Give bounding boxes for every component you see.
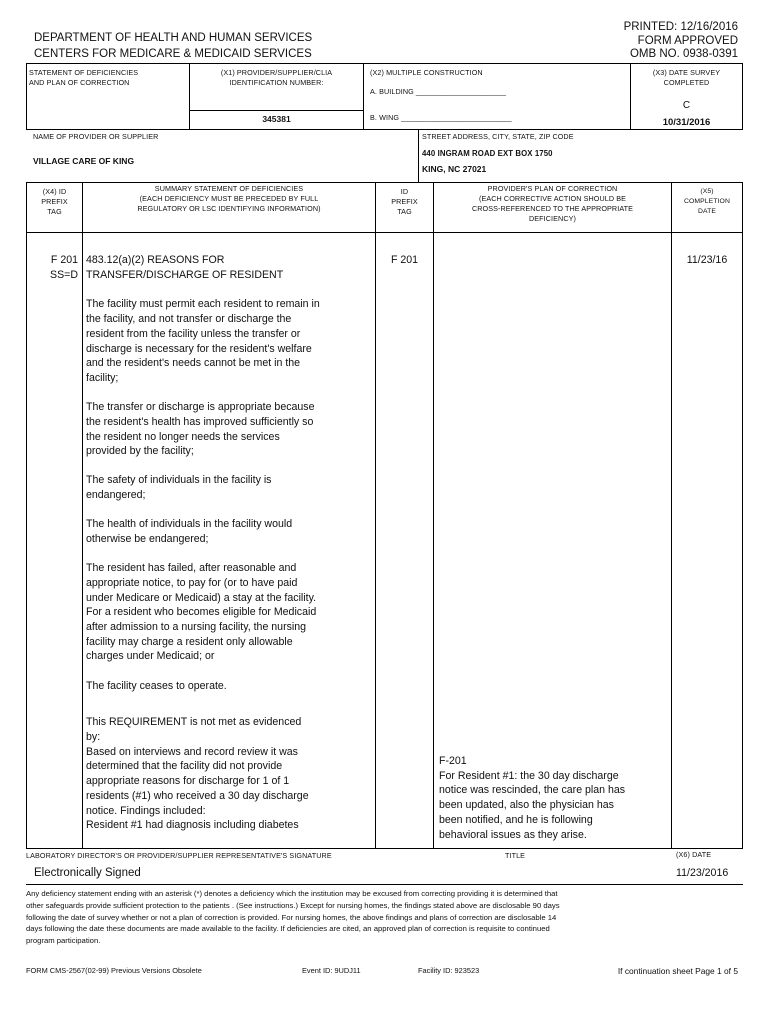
- agency-header: [34, 31, 312, 61]
- address-street: 440 INGRAM ROAD EXT BOX 1750: [422, 149, 553, 158]
- wing-field: B. WING ___________________________: [370, 113, 512, 122]
- deficiency-summary: [86, 253, 373, 833]
- col-x4-header: (X4) ID PREFIX TAG: [41, 187, 68, 216]
- disclosure-footnote: Any deficiency statement ending with an asterisk (*) denotes a deficiency which the institution may be excused from correcting providing it is determined that other safeguards provide sufficient protection to the patients . (See instructions.) Except for nursing homes, the findings stated above are disclosable 90 days following the date of survey whether or not a plan of correction is provided. For nursing homes, the above findings and plans of correction are disclosable 14 days following the date these documents are made available to the facility. If deficiencies are cited, an approved plan of correction is requisite to continued program participation.: [26, 889, 560, 946]
- provider-name: VILLAGE CARE OF KING: [33, 156, 135, 166]
- plan-of-correction: F-201 For Resident #1: the 30 day discharge notice was rescinded, the care plan has been updated, also the physician has been notified, and he is following behavioral issues as they arise.: [439, 755, 626, 841]
- provider-name-label: NAME OF PROVIDER OR SUPPLIER: [33, 132, 159, 141]
- deficiency-tag-column: [28, 253, 78, 282]
- col-summary-header: SUMMARY STATEMENT OF DEFICIENCIES (EACH DEFICIENCY MUST BE PRECEDED BY FULL REGULATORY OR LSC IDENTIFYING INFORMATION): [137, 184, 321, 213]
- form-approved-label: FORM APPROVED: [637, 34, 738, 47]
- paragraph-findings: This REQUIREMENT is not met as evidenced by: Based on interviews and record review it was determined that the facility did not provide appropriate reasons for discharge for 1 of 1 residents (#1) who received a 30 day discharge notice. Findings included: Resident #1 had diagnosis including diabetes: [86, 716, 309, 832]
- col-id-header: ID PREFIX TAG: [391, 187, 418, 216]
- x2-label: (X2) MULTIPLE CONSTRUCTION: [370, 68, 483, 77]
- paragraph-3: The safety of individuals in the facility is endangered;: [86, 474, 272, 502]
- col-x5-header: (X5) COMPLETION DATE: [684, 188, 730, 215]
- regulation-title: 483.12(a)(2) REASONS FOR TRANSFER/DISCHARGE OF RESIDENT: [86, 254, 284, 281]
- paragraph-2: The transfer or discharge is appropriate because the resident's health has improved sufficiently so the resident no longer needs the services provided by the facility;: [86, 401, 315, 458]
- provider-number: 345381: [262, 114, 291, 124]
- deficiency-tag: F 201: [50, 254, 78, 266]
- signature-label: LABORATORY DIRECTOR'S OR PROVIDER/SUPPLIER REPRESENTATIVE'S SIGNATURE: [26, 851, 332, 860]
- department-name: DEPARTMENT OF HEALTH AND HUMAN SERVICES: [34, 32, 313, 44]
- x1-label: (X1) PROVIDER/SUPPLIER/CLIA IDENTIFICATION NUMBER:: [220, 68, 333, 87]
- title-label: TITLE: [505, 851, 526, 860]
- col-plan-header: PROVIDER'S PLAN OF CORRECTION (EACH CORRECTIVE ACTION SHOULD BE CROSS-REFERENCED TO THE APPROPRIATE DEFICIENCY): [471, 184, 634, 223]
- form-approval-block: [624, 21, 738, 62]
- x3-label: (X3) DATE SURVEY COMPLETED: [652, 68, 721, 87]
- statement-label: STATEMENT OF DEFICIENCIES AND PLAN OF CORRECTION: [29, 68, 139, 87]
- agency-name: CENTERS FOR MEDICARE & MEDICAID SERVICES: [34, 48, 312, 60]
- page-indicator: If continuation sheet Page 1 of 5: [617, 966, 738, 976]
- completion-date: 11/23/16: [686, 254, 728, 266]
- signature-date-label: (X6) DATE: [676, 850, 712, 859]
- paragraph-6: The facility ceases to operate.: [86, 679, 227, 692]
- signature-date: 11/23/2016: [676, 867, 729, 879]
- id-prefix-tag: F 201: [390, 254, 419, 266]
- building-field: A. BUILDING ______________________: [370, 87, 507, 96]
- paragraph-1: The facility must permit each resident to remain in the facility, and not transfer or discharge the resident from the facility unless the transfer or discharge is necessary for the resident's welfare and the resident's needs cannot be met in the facility;: [86, 298, 320, 384]
- survey-code: C: [682, 100, 691, 111]
- printed-date: PRINTED: 12/16/2016: [623, 21, 738, 33]
- signature-value: Electronically Signed: [34, 867, 141, 879]
- paragraph-4: The health of individuals in the facility would otherwise be endangered;: [86, 518, 293, 546]
- paragraph-5: The resident has failed, after reasonable and appropriate notice, to pay for (or to have paid under Medicare or Medicaid) a stay at the facility. For a resident who becomes eligible for Medicaid after admission to a nursing facility, the nursing facility may charge a resident only allowable charges under Medicaid; or: [86, 562, 317, 663]
- address-city: KING, NC 27021: [422, 164, 487, 174]
- survey-completed-date: 10/31/2016: [662, 117, 711, 128]
- facility-id: Facility ID: 923523: [418, 966, 480, 975]
- severity-code: SS=D: [50, 268, 78, 281]
- address-label: STREET ADDRESS, CITY, STATE, ZIP CODE: [422, 132, 574, 141]
- event-id: Event ID: 9UDJ11: [302, 966, 361, 975]
- form-number: FORM CMS-2567(02-99) Previous Versions Obsolete: [26, 966, 202, 975]
- omb-number: OMB NO. 0938-0391: [629, 48, 738, 60]
